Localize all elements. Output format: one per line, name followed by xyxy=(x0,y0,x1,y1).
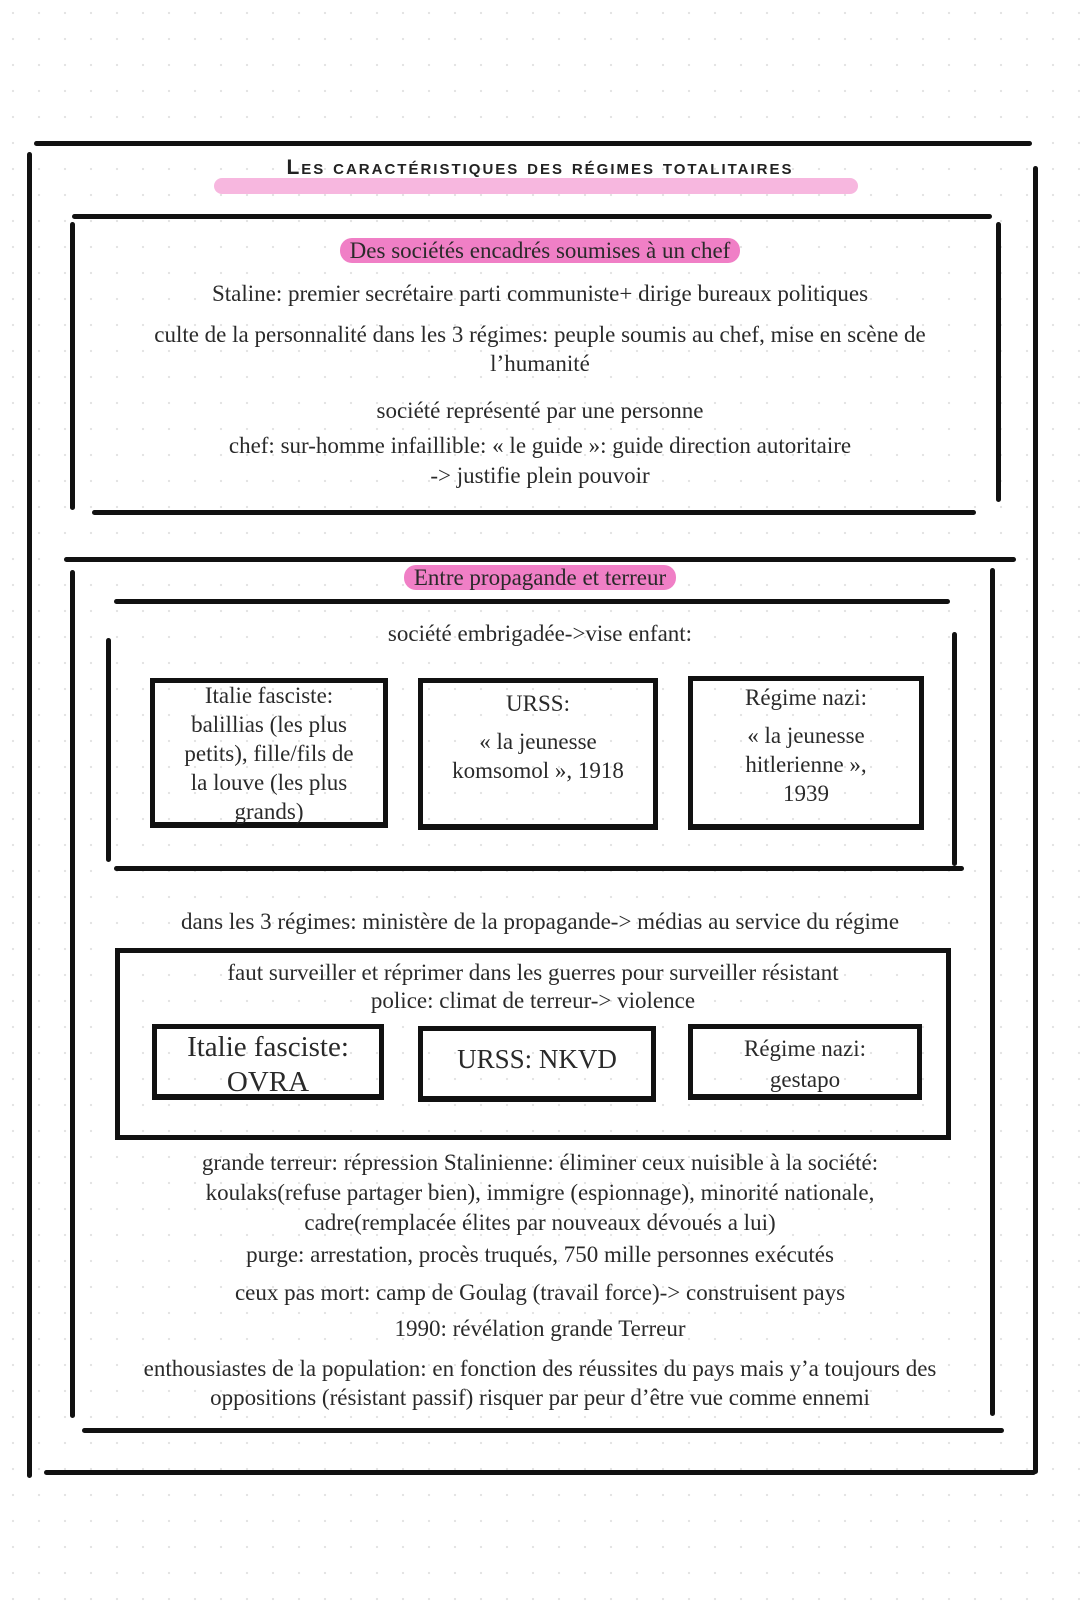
police-urss-line-1: URSS: NKVD xyxy=(457,1044,617,1074)
terror-line-1: grande terreur: répression Stalinienne: éliminer ceux nuisible à la société: xyxy=(201,1150,879,1175)
section1-line-3: l’humanité xyxy=(490,351,590,376)
terror-line-8: oppositions (résistant passif) risquer par peur d’être vue comme ennemi xyxy=(210,1385,870,1410)
section1-frame-bottom xyxy=(92,510,976,515)
section1-line-6: -> justifie plein pouvoir xyxy=(430,463,650,488)
section1-heading xyxy=(140,238,940,264)
police-box-italy-text xyxy=(158,1030,378,1100)
youth-nazi-line-2: « la jeunesse xyxy=(747,723,865,748)
police-line-2: police: climat de terreur-> violence xyxy=(370,988,696,1013)
section1-line-4: société représenté par une personne xyxy=(376,398,704,423)
section1-line-2: culte de la personnalité dans les 3 régimes: peuple soumis au chef, mise en scène de xyxy=(154,322,926,347)
outer-frame-left xyxy=(27,152,32,1478)
youth-nazi-line-3: hitlerienne », xyxy=(745,752,867,777)
title-highlight xyxy=(214,178,858,194)
police-nazi-line-2: gestapo xyxy=(769,1067,841,1092)
section2-frame-bottom xyxy=(82,1428,1004,1433)
outer-frame-bottom xyxy=(44,1470,1036,1475)
terror-line-2: koulaks(refuse partager bien), immigre (espionnage), minorité nationale, xyxy=(205,1180,875,1205)
outer-frame-right xyxy=(1033,166,1038,1474)
youth-box-italy-text xyxy=(156,681,382,826)
youth-box-nazi-text xyxy=(694,683,918,808)
youth-italy-line-3: petits), fille/fils de xyxy=(184,741,354,766)
youth-frame-right xyxy=(952,632,957,866)
youth-urss-line-3: komsomol », 1918 xyxy=(452,758,624,783)
section2-heading-text: Entre propagande et terreur xyxy=(404,565,676,590)
police-box-nazi-text xyxy=(694,1034,916,1094)
section1-heading-text: Des sociétés encadrés soumises à un chef xyxy=(340,238,741,263)
outer-frame-top xyxy=(34,141,1032,146)
youth-italy-line-4: la louve (les plus xyxy=(190,770,348,795)
youth-urss-line-2: « la jeunesse xyxy=(479,729,597,754)
section1-line-5: chef: sur-homme infaillible: « le guide »: guide direction autoritaire xyxy=(228,433,852,458)
youth-urss-line-1: URSS: xyxy=(506,691,570,716)
section2-heading xyxy=(140,565,940,591)
youth-italy-line-5: grands) xyxy=(234,799,304,824)
propaganda-line: dans les 3 régimes: ministère de la propagande-> médias au service du régime xyxy=(180,909,900,934)
youth-box-urss-text xyxy=(424,689,652,785)
youth-intro: société embrigadée->vise enfant: xyxy=(387,621,693,646)
terror-line-4: purge: arrestation, procès truqués, 750 mille personnes exécutés xyxy=(246,1242,834,1267)
police-nazi-line-1: Régime nazi: xyxy=(744,1036,866,1061)
terror-line-7: enthousiastes de la population: en fonction des réussites du pays mais y’a toujours des xyxy=(143,1356,937,1381)
youth-frame-left xyxy=(106,638,111,862)
page-title: Les caractéristiques des régimes totalitaires xyxy=(286,156,794,179)
section1-frame-left xyxy=(70,222,75,510)
police-italy-line-2: OVRA xyxy=(226,1066,310,1098)
youth-nazi-line-4: 1939 xyxy=(783,781,829,806)
section2-frame-top xyxy=(64,557,1016,562)
section1-frame-top xyxy=(72,214,992,219)
youth-italy-line-1: Italie fasciste: xyxy=(204,683,334,708)
youth-italy-line-2: balillias (les plus xyxy=(191,712,347,737)
police-line-1: faut surveiller et réprimer dans les guerres pour surveiller résistant xyxy=(227,960,839,985)
youth-frame-top xyxy=(114,599,950,604)
youth-frame-bottom xyxy=(114,866,964,871)
terror-line-5: ceux pas mort: camp de Goulag (travail force)-> construisent pays xyxy=(234,1280,846,1305)
police-italy-line-1: Italie fasciste: xyxy=(187,1031,349,1063)
terror-line-3: cadre(remplacée élites par nouveaux dévoués a lui) xyxy=(304,1210,776,1235)
section1-line-1: Staline: premier secrétaire parti communiste+ dirige bureaux politiques xyxy=(211,281,869,306)
terror-line-6: 1990: révélation grande Terreur xyxy=(394,1316,686,1341)
section2-frame-left xyxy=(70,570,75,1418)
youth-nazi-line-1: Régime nazi: xyxy=(745,685,867,710)
police-box-urss-text xyxy=(424,1043,650,1075)
